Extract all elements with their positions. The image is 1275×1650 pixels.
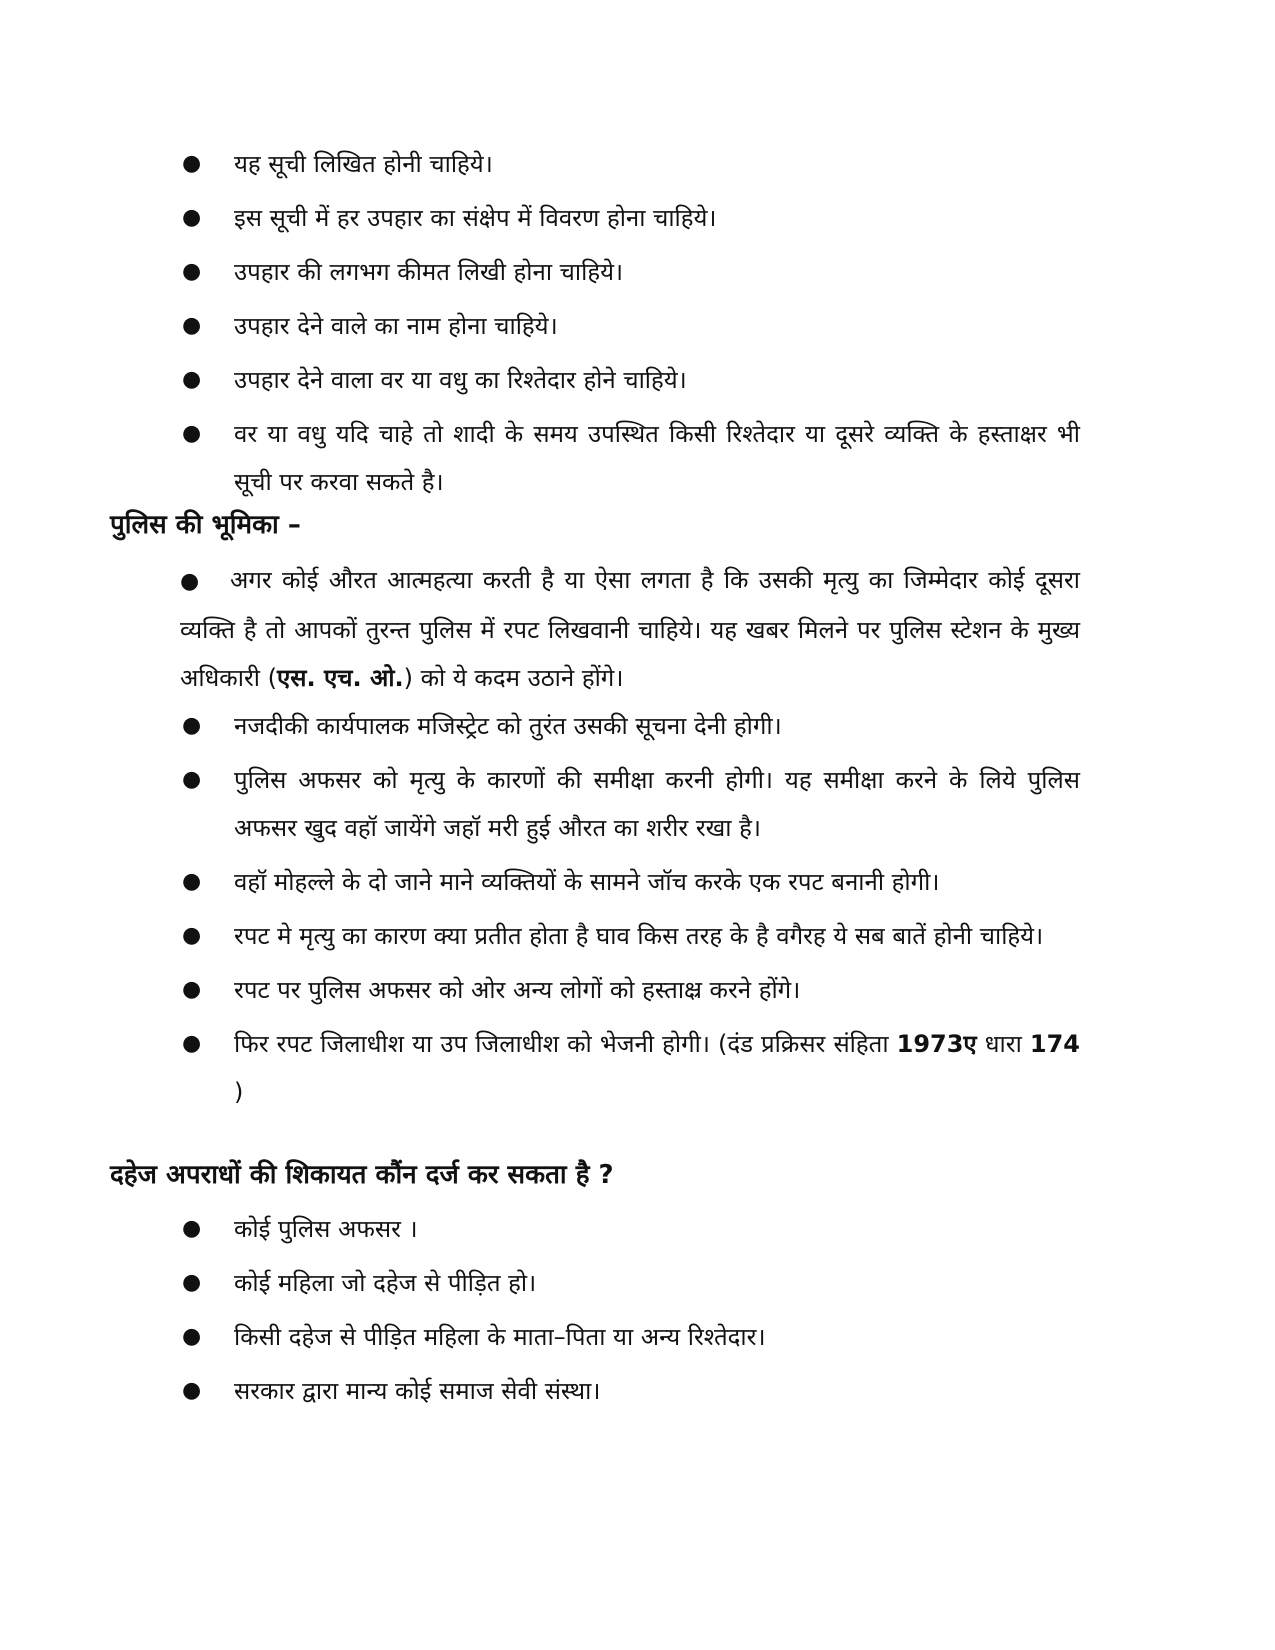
section-heading-complaint: दहेज अपराधों की शिकायत कौंन दर्ज कर सकता है ? [110, 1160, 614, 1190]
bullet-icon: ● [182, 977, 202, 1002]
bullet-icon: ● [182, 1216, 202, 1241]
bullet-icon: ● [182, 1270, 202, 1295]
list-item: ● इस सूची में हर उपहार का संक्षेप में विवरण होना चाहिये। [180, 194, 1080, 242]
list-item: ● उपहार देने वाला वर या वधु का रिश्तेदार होने चाहिये। [180, 356, 1080, 404]
bullet-icon: ● [182, 313, 202, 338]
bullet-icon: ● [182, 1324, 202, 1349]
list-item: ● नजदीकी कार्यपालक मजिस्ट्रेट को तुरंत उसकी सूचना देनी होगी। [180, 702, 1080, 750]
complaint-filers-list [180, 1205, 1080, 1421]
bullet-icon: ● [182, 421, 202, 446]
list-item: ● उपहार की लगभग कीमत लिखी होना चाहिये। [180, 248, 1080, 296]
list-item: ● सरकार द्वारा मान्य कोई समाज सेवी संस्था। [180, 1367, 1080, 1415]
list-item: ● कोई महिला जो दहेज से पीड़ित हो। [180, 1259, 1080, 1307]
list-item: ● रपट मे मृत्यु का कारण क्या प्रतीत होता है घाव किस तरह के है वगैरह ये सब बातें होनी चाहिये। [180, 912, 1080, 960]
list-item: ● यह सूची लिखित होनी चाहिये। [180, 140, 1080, 188]
bullet-icon: ● [180, 569, 200, 594]
list-item-legal-reference: ● फिर रपट जिलाधीश या उप जिलाधीश को भेजनी होगी। (दंड प्रक्रिसर संहिता 1973ए धारा 174 ) [180, 1020, 1080, 1116]
list-item: ● किसी दहेज से पीड़ित महिला के माता–पिता या अन्य रिश्तेदार। [180, 1313, 1080, 1361]
bullet-icon: ● [182, 869, 202, 894]
section-heading-police-role: पुलिस की भूमिका – [110, 510, 301, 540]
bullet-icon: ● [182, 259, 202, 284]
police-steps-list [180, 702, 1080, 1122]
list-item: ● रपट पर पुलिस अफसर को ओर अन्य लोगों को हस्ताक्ष्र करने होंगे। [180, 966, 1080, 1014]
gift-list-requirements [180, 140, 1080, 512]
bullet-icon: ● [182, 923, 202, 948]
bullet-icon: ● [182, 713, 202, 738]
bullet-icon: ● [182, 1031, 202, 1056]
bullet-icon: ● [182, 205, 202, 230]
bullet-icon: ● [182, 767, 202, 792]
police-intro-paragraph: ● अगर कोई औरत आत्महत्या करती है या ऐसा लगता है कि उसकी मृत्यु का जिम्मेदार कोई दूसरा व्यक्ति है तो आपकों तुरन्त पुलिस में रपट लिखवानी चाहिये। यह खबर मिलने पर पुलिस स्टेशन के मुख्य अधिकारी (एस. एच. ओ.) को ये कदम उठाने होंगे। [180, 556, 1080, 702]
list-item: ● कोई पुलिस अफसर । [180, 1205, 1080, 1253]
list-item: ● उपहार देने वाले का नाम होना चाहिये। [180, 302, 1080, 350]
bullet-icon: ● [182, 1378, 202, 1403]
list-item: ● पुलिस अफसर को मृत्यु के कारणों की समीक्षा करनी होगी। यह समीक्षा करने के लिये पुलिस अफसर खुद वहॉ जायेंगे जहॉ मरी हुई औरत का शरीर रखा है। [180, 756, 1080, 852]
list-item: ● वहॉ मोहल्ले के दो जाने माने व्यक्तियों के सामने जॉच करके एक रपट बनानी होगी। [180, 858, 1080, 906]
bullet-icon: ● [182, 367, 202, 392]
bullet-icon: ● [182, 151, 202, 176]
list-item: ● वर या वधु यदि चाहे तो शादी के समय उपस्थित किसी रिश्तेदार या दूसरे व्यक्ति के हस्ताक्षर भी सूची पर करवा सकते है। [180, 410, 1080, 506]
